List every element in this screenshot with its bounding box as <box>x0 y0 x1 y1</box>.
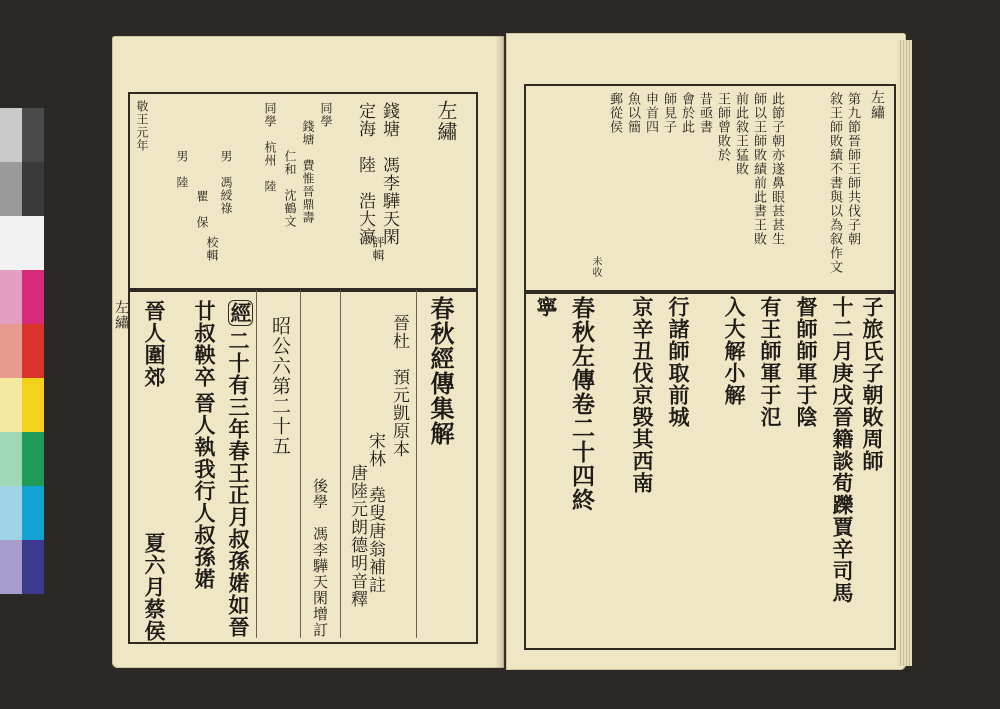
left-divider-2 <box>340 290 341 638</box>
swatch-lavender <box>0 540 22 594</box>
right-text-col-1: 子旅氏子朝敗周師 <box>860 296 885 472</box>
left-classic-label: 經 <box>228 302 253 324</box>
left-text-col-2: 晉人執我行人叔孫婼 <box>192 392 217 590</box>
swatch-pink <box>0 270 22 324</box>
swatch-gray-mid <box>0 162 22 216</box>
left-upper-col-8: 瞿 保 <box>195 190 209 229</box>
page-edges <box>898 40 912 666</box>
left-upper-col-1: 錢塘 馮李驊天閑 <box>379 102 399 246</box>
right-text-col-6: 行諸師取前城 <box>666 296 691 428</box>
right-upper-col-1: 第九節晉師王師共伐子朝 <box>845 92 860 246</box>
swatch-white <box>0 216 44 270</box>
right-upper-col-11: 魚以簡 <box>625 92 640 134</box>
left-upper-col-9: 男 陸 <box>175 150 189 189</box>
right-upper-col-10: 申首四 <box>643 92 658 134</box>
right-text-col-7: 京辛丑伐京毁其西南 <box>630 296 655 494</box>
left-upper-col-3: 同學 <box>319 102 333 128</box>
left-commentator-line: 唐陸元朗德明音釋 <box>347 464 367 608</box>
left-scholar-line: 後學 馮李驊天閑增訂 <box>311 478 329 638</box>
right-upper-label: 左繡 <box>869 90 885 120</box>
swatch-pale-yellow <box>0 378 22 432</box>
swatch-green <box>22 432 44 486</box>
left-upper-col-5: 仁和 沈鶴文 <box>283 150 297 228</box>
swatch-indigo <box>22 540 44 594</box>
left-publisher-line: 宋林 堯叟唐翁補註 <box>365 432 385 594</box>
right-upper-col-6: 王師曾敗於 <box>715 92 730 162</box>
swatch-gray-darker <box>22 162 44 216</box>
left-author-line: 晉杜 預元凱原本 <box>389 314 409 458</box>
swatch-light-cyan <box>0 486 22 540</box>
left-text-col-3: 晉人圍郊 <box>142 300 167 388</box>
right-upper-col-2: 敘王師敗績不書與以為叙作文 <box>827 92 842 274</box>
right-text-col-5: 入大解小解 <box>722 296 747 406</box>
color-calibration-strip <box>0 108 46 601</box>
left-text-col-4: 夏六月蔡侯 <box>142 532 167 642</box>
swatch-yellow <box>22 378 44 432</box>
left-upper-role-2: 校輯 <box>205 236 219 262</box>
left-upper-era: 敬王元年 <box>135 100 149 152</box>
swatch-mint <box>0 432 22 486</box>
left-margin-label: 左繡 <box>113 300 129 330</box>
left-chapter-heading: 昭公六第二十五 <box>269 316 291 456</box>
left-upper-role-1: 評輯 <box>371 236 385 262</box>
swatch-gray-dark <box>22 108 44 162</box>
left-upper-col-7: 男 馮綬祿 <box>219 150 233 215</box>
left-book-title: 春秋經傳集解 <box>426 296 455 446</box>
left-text-col-1: 廿叔鞅卒 <box>192 300 217 388</box>
right-text-col-4: 有王師軍于氾 <box>758 296 783 428</box>
right-upper-mark: 未收 <box>590 256 601 278</box>
right-upper-col-3: 此節子朝亦遂鼻眼甚甚生 <box>769 92 784 246</box>
right-upper-col-7: 昔亟書 <box>697 92 712 134</box>
right-text-col-2: 十二月庚戌晉籍談荀躒賈辛司馬 <box>830 296 855 604</box>
swatch-gray-light <box>0 108 22 162</box>
left-upper-col-6: 同學 杭州 陸 <box>263 102 277 193</box>
left-classic-text: 二十有三年春王正月叔孫婼如晉 <box>226 330 251 638</box>
left-divider-4 <box>256 290 257 638</box>
right-upper-col-12: 郵從侯 <box>607 92 622 134</box>
swatch-cyan <box>22 486 44 540</box>
right-upper-col-9: 師見子 <box>661 92 676 134</box>
left-upper-col-2: 定海 陸 浩大瀛 <box>355 102 375 246</box>
left-upper-label: 左繡 <box>434 100 458 142</box>
right-upper-col-5: 前此敘王猛敗 <box>733 92 748 176</box>
right-text-col-3: 督師師軍于陰 <box>794 296 819 428</box>
swatch-salmon <box>0 324 22 378</box>
swatch-magenta <box>22 270 44 324</box>
right-upper-col-8: 會於此 <box>679 92 694 134</box>
left-divider-3 <box>300 290 301 638</box>
swatch-red <box>22 324 44 378</box>
right-upper-col-4: 師以王師敗績前此書王敗 <box>751 92 766 246</box>
right-last-column: 寧 <box>534 296 559 318</box>
right-volume-end-title: 春秋左傳卷二十四終 <box>568 296 595 512</box>
left-upper-col-4: 錢塘 費惟晉鼎壽 <box>301 120 315 224</box>
left-divider-1 <box>416 290 417 638</box>
